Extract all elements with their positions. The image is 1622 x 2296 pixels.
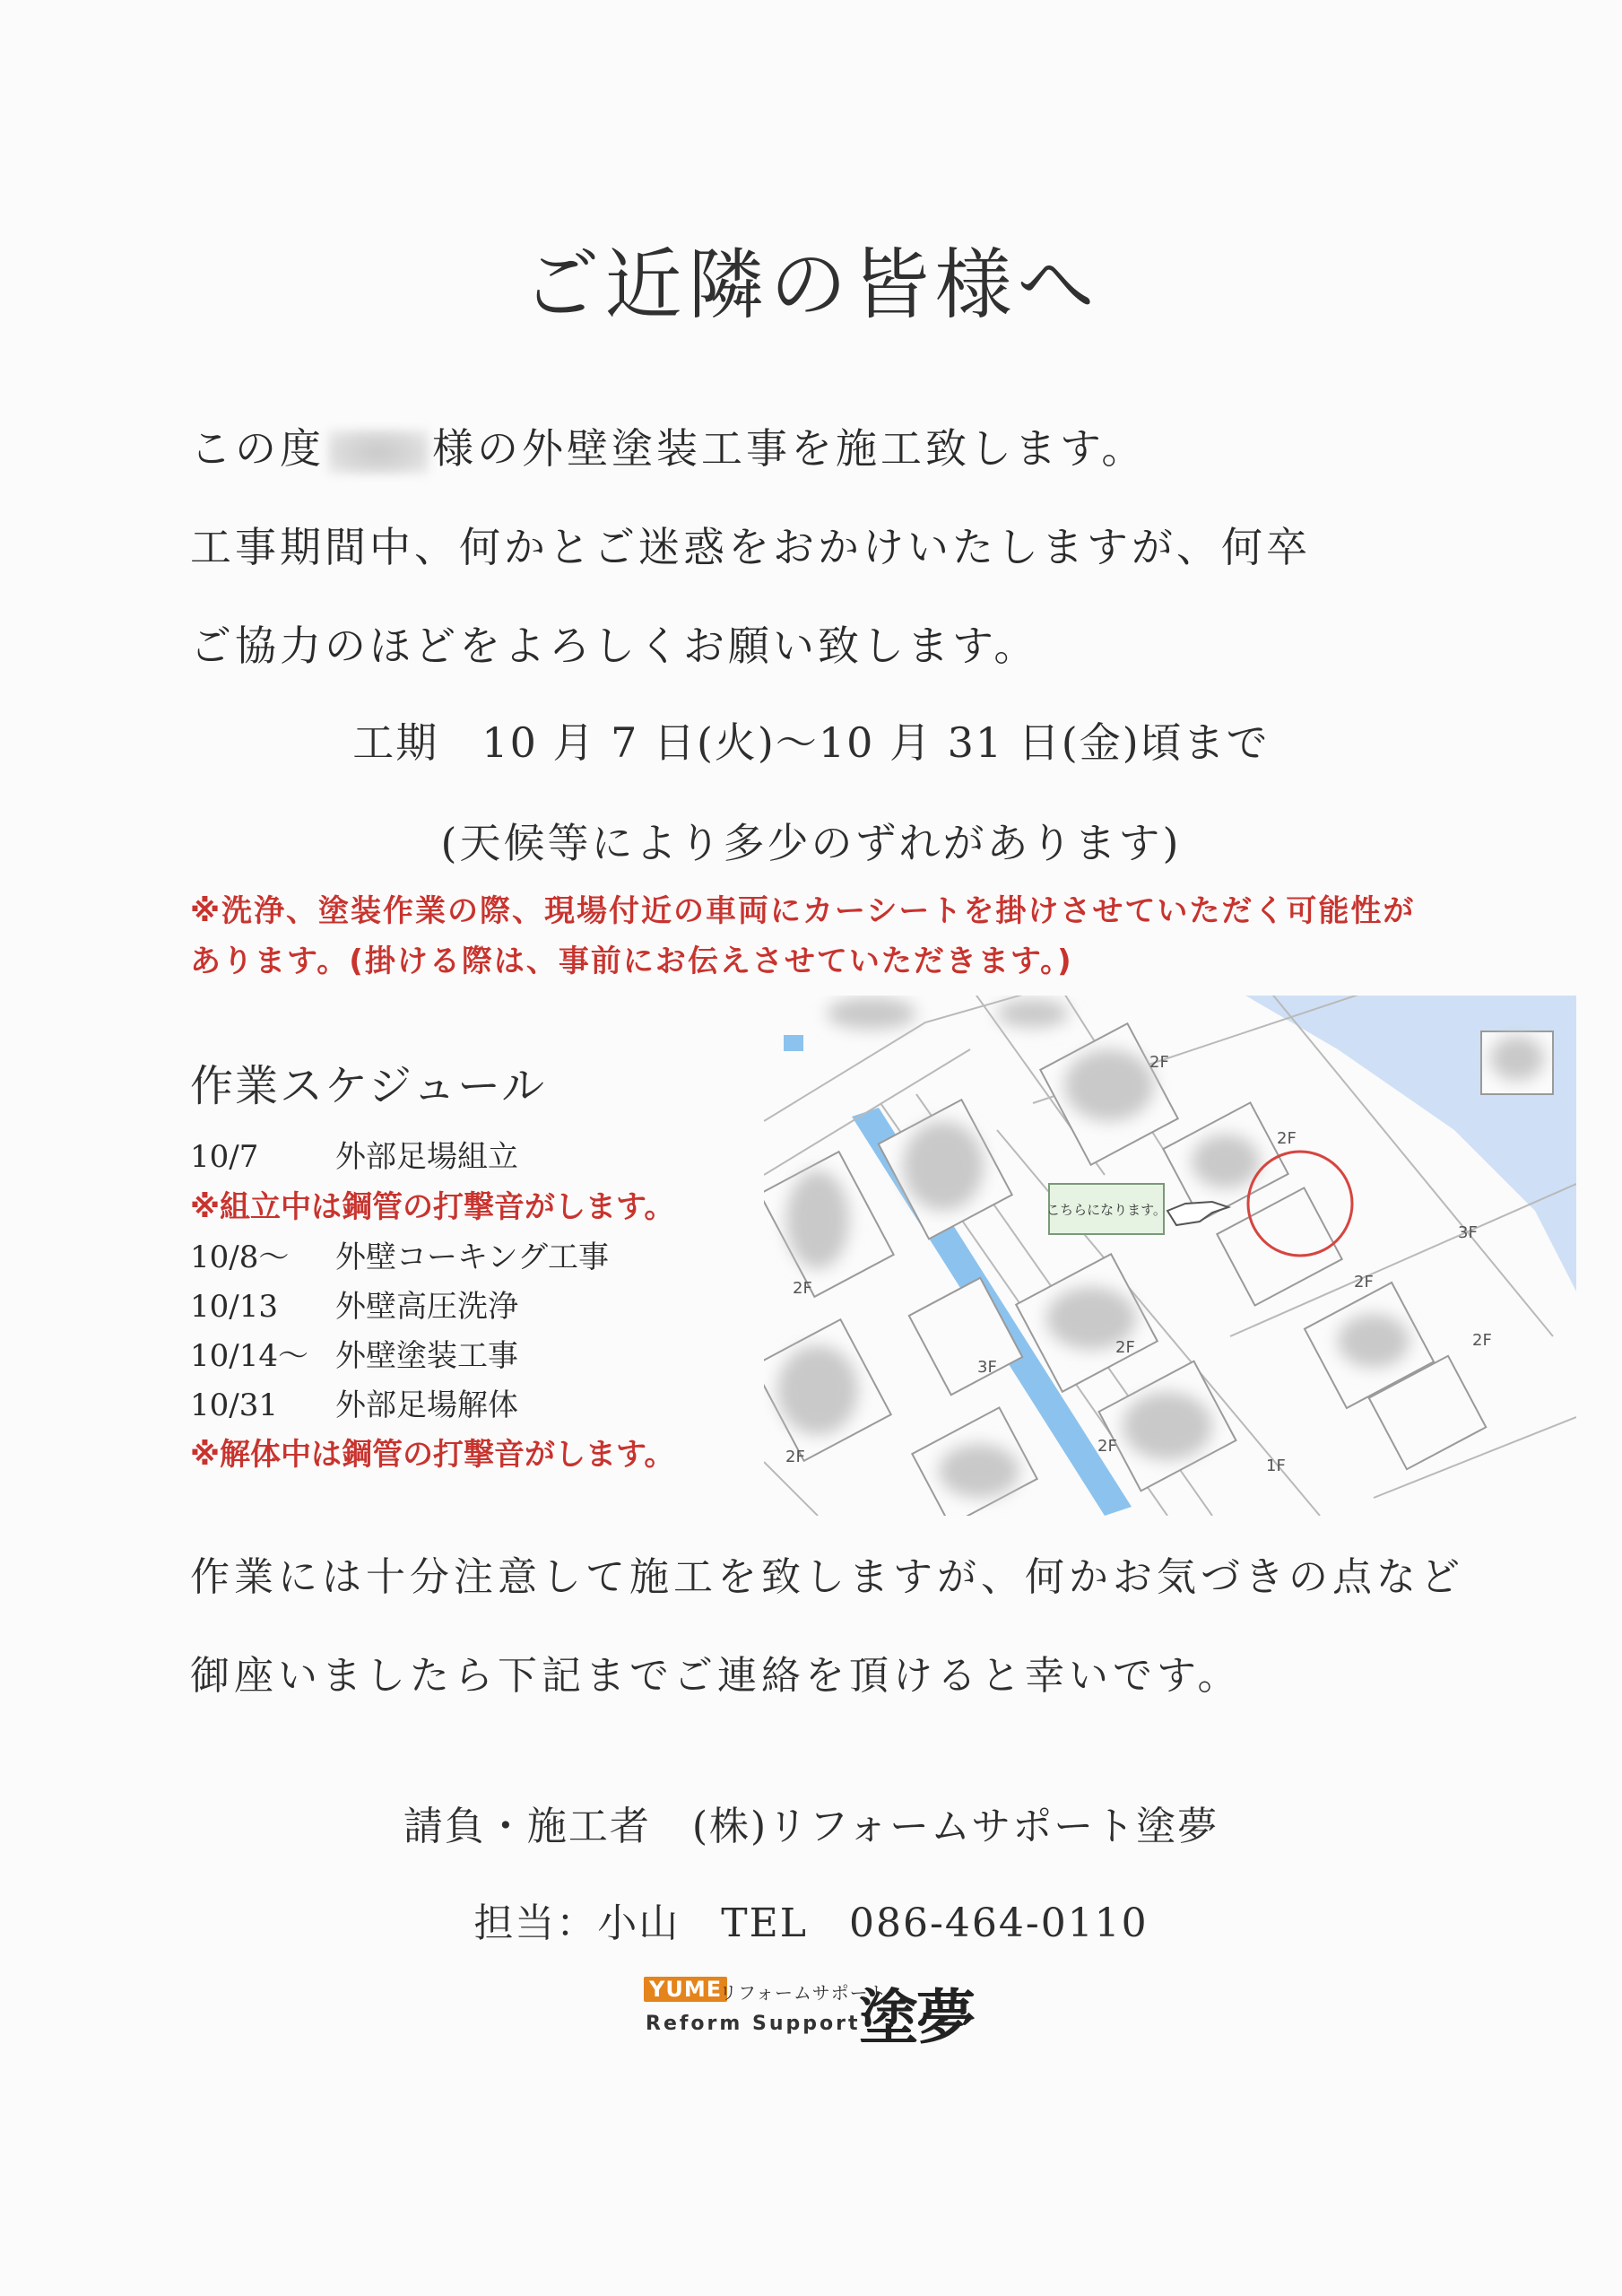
schedule-task: 外部足場組立 (335, 1139, 518, 1175)
location-map (764, 996, 1576, 1516)
schedule-title: 作業スケジュール (190, 1061, 547, 1111)
schedule-task: 外壁塗装工事 (335, 1338, 518, 1374)
schedule-date: 10/7 (190, 1139, 259, 1175)
schedule-date: 10/14～ (190, 1338, 308, 1374)
floor-label: 2F (1149, 1053, 1169, 1072)
intro-line-2: 工事期間中、何かとご迷惑をおかけいたしますが、何卒 (190, 523, 1311, 571)
schedule-row (190, 1132, 518, 1176)
logo-kanji: 塗夢 (859, 1982, 974, 2052)
floor-label: 2F (1354, 1273, 1374, 1292)
redacted-name (328, 430, 429, 474)
closing-line-1: 作業には十分注意して施工を致しますが、何かお気づきの点など (190, 1554, 1464, 1600)
intro-line-1-before: この度 (190, 424, 325, 473)
floor-label: 1F (1266, 1457, 1286, 1475)
floor-label: 2F (1097, 1437, 1117, 1456)
schedule-warning: ※解体中は鋼管の打撃音がします。 (190, 1437, 675, 1473)
schedule-warning: ※組立中は鋼管の打撃音がします。 (190, 1189, 675, 1225)
schedule-row (190, 1282, 518, 1326)
callout-text: こちらになります。 (1046, 1202, 1167, 1218)
car-notice-line-2: あります。(掛ける際は、事前にお伝えさせていただきます。) (190, 944, 1073, 979)
floor-label: 3F (1458, 1223, 1478, 1242)
contractor: 請負・施工者 (株)リフォームサポート塗夢 (403, 1804, 1219, 1849)
schedule-date: 10/13 (190, 1289, 278, 1325)
floor-label: 2F (793, 1279, 812, 1298)
car-notice-line-1: ※洗浄、塗装作業の際、現場付近の車両にカーシートを掛けさせていただく可能性が (190, 893, 1416, 929)
logo-mark: YUME (644, 1977, 727, 2002)
floor-label: 3F (977, 1358, 997, 1377)
floor-label: 2F (1277, 1129, 1297, 1148)
schedule-date: 10/31 (190, 1387, 278, 1423)
logo-english: Reform Support (646, 2013, 861, 2035)
intro-line-1 (190, 416, 1146, 475)
page-title: ご近隣の皆様へ (522, 240, 1100, 330)
schedule-row (190, 1380, 518, 1424)
floor-label: 2F (1472, 1331, 1492, 1350)
canal-marker (784, 1035, 803, 1051)
floor-label: 2F (785, 1448, 805, 1466)
intro-line-3: ご協力のほどをよろしくお願い致します。 (190, 622, 1039, 670)
logo-small-text: リフォームサポート (719, 1982, 888, 2004)
intro-line-1-after: 様の外壁塗装工事を施工致します。 (432, 424, 1147, 473)
company-logo (644, 1970, 984, 2050)
period-note: (天候等により多少のずれがあります) (440, 819, 1182, 867)
contact: 担当：小山 TEL 086-464-0110 (473, 1900, 1149, 1946)
floor-label: 2F (1115, 1338, 1135, 1357)
schedule-date: 10/8～ (190, 1239, 290, 1275)
schedule-row (190, 1331, 518, 1375)
schedule-task: 外壁コーキング工事 (335, 1239, 609, 1275)
construction-period: 工期 10 月 7 日(火)～10 月 31 日(金)頃まで (352, 718, 1270, 767)
schedule-task: 外壁高圧洗浄 (335, 1289, 518, 1325)
closing-line-2: 御座いましたら下記までご連絡を頂けると幸いです。 (190, 1653, 1242, 1699)
schedule-row (190, 1232, 609, 1276)
schedule-task: 外部足場解体 (335, 1387, 518, 1423)
